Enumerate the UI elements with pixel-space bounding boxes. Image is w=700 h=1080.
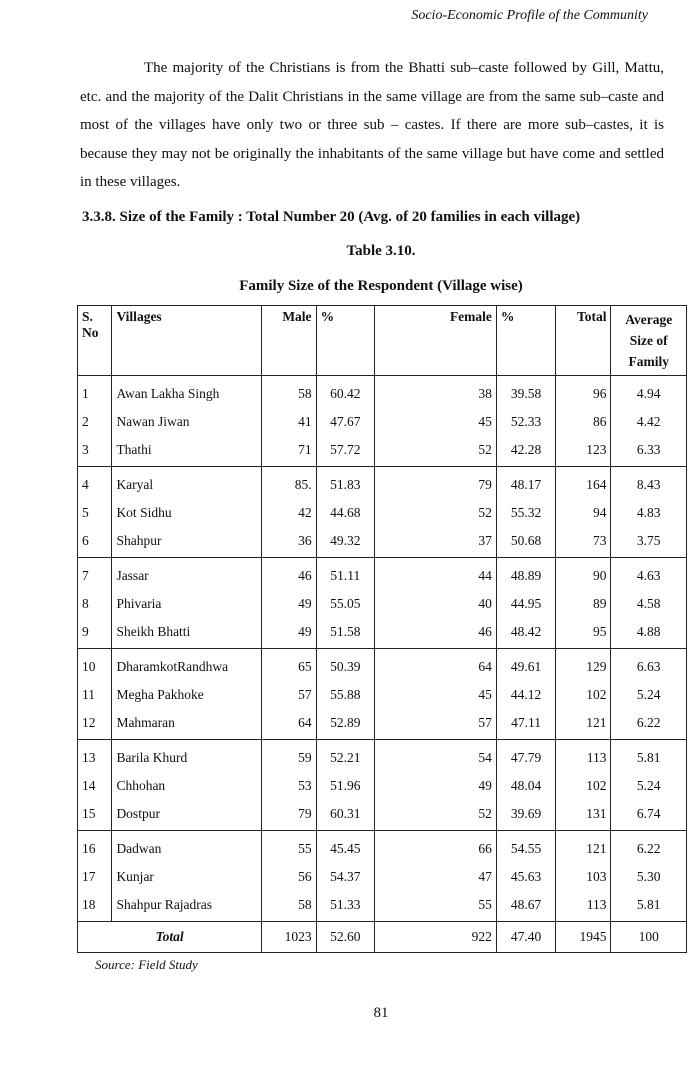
table-row <box>78 863 687 891</box>
cell-male-percent: 44.68 <box>316 499 375 527</box>
cell-sno: 15 <box>78 800 112 831</box>
total-average: 100 <box>611 922 687 953</box>
cell-female-percent: 52.33 <box>496 408 555 436</box>
table-title: Family Size of the Respondent (Village wise) <box>239 278 523 294</box>
cell-sno: 8 <box>78 590 112 618</box>
section-heading: 3.3.8. Size of the Family : Total Number 20 (Avg. of 20 families in each village) <box>82 209 581 225</box>
cell-total: 121 <box>556 709 611 740</box>
cell-total: 102 <box>556 681 611 709</box>
cell-average: 4.63 <box>611 558 687 591</box>
table-row <box>78 709 687 740</box>
cell-total: 94 <box>556 499 611 527</box>
cell-female-percent: 49.61 <box>496 649 555 682</box>
cell-male-percent: 52.21 <box>316 740 375 773</box>
cell-average: 4.83 <box>611 499 687 527</box>
cell-total: 95 <box>556 618 611 649</box>
table-row <box>78 891 687 922</box>
cell-male-percent: 57.72 <box>316 436 375 467</box>
cell-sno: 5 <box>78 499 112 527</box>
cell-male-percent: 49.32 <box>316 527 375 558</box>
cell-male-percent: 60.42 <box>316 376 375 409</box>
cell-village: Kunjar <box>112 863 262 891</box>
table-row <box>78 499 687 527</box>
cell-female: 64 <box>375 649 497 682</box>
header-male-percent: % <box>316 306 375 376</box>
header-sno-line1: S. <box>82 309 93 324</box>
table-row <box>78 527 687 558</box>
cell-total: 90 <box>556 558 611 591</box>
cell-male: 55 <box>262 831 316 864</box>
cell-female-percent: 54.55 <box>496 831 555 864</box>
cell-male: 46 <box>262 558 316 591</box>
table-row <box>78 590 687 618</box>
cell-village: Megha Pakhoke <box>112 681 262 709</box>
cell-average: 5.24 <box>611 772 687 800</box>
cell-male: 85. <box>262 467 316 500</box>
cell-female: 49 <box>375 772 497 800</box>
cell-village: Dostpur <box>112 800 262 831</box>
cell-female-percent: 39.58 <box>496 376 555 409</box>
total-row <box>78 922 687 953</box>
cell-male-percent: 51.83 <box>316 467 375 500</box>
cell-village: Sheikh Bhatti <box>112 618 262 649</box>
cell-female: 38 <box>375 376 497 409</box>
cell-average: 6.63 <box>611 649 687 682</box>
cell-male-percent: 51.96 <box>316 772 375 800</box>
cell-sno: 11 <box>78 681 112 709</box>
cell-village: Thathi <box>112 436 262 467</box>
cell-village: Phivaria <box>112 590 262 618</box>
cell-village: Shahpur <box>112 527 262 558</box>
cell-female-percent: 48.04 <box>496 772 555 800</box>
header-female: Female <box>375 306 497 376</box>
cell-sno: 17 <box>78 863 112 891</box>
cell-male-percent: 47.67 <box>316 408 375 436</box>
cell-male-percent: 55.88 <box>316 681 375 709</box>
row-group-6 <box>78 831 687 922</box>
cell-female-percent: 47.11 <box>496 709 555 740</box>
table-header <box>78 306 687 376</box>
cell-male-percent: 54.37 <box>316 863 375 891</box>
cell-village: DharamkotRandhwa <box>112 649 262 682</box>
cell-sno: 6 <box>78 527 112 558</box>
cell-female-percent: 48.67 <box>496 891 555 922</box>
cell-average: 6.74 <box>611 800 687 831</box>
page-number: 81 <box>373 1005 389 1021</box>
total-male: 1023 <box>262 922 316 953</box>
cell-male: 49 <box>262 590 316 618</box>
header-male: Male <box>262 306 316 376</box>
table-row <box>78 618 687 649</box>
cell-total: 102 <box>556 772 611 800</box>
table-number: Table 3.10. <box>346 243 416 259</box>
cell-total: 96 <box>556 376 611 409</box>
cell-male: 56 <box>262 863 316 891</box>
row-group-1 <box>78 376 687 467</box>
cell-average: 8.43 <box>611 467 687 500</box>
cell-sno: 10 <box>78 649 112 682</box>
cell-total: 121 <box>556 831 611 864</box>
cell-sno: 4 <box>78 467 112 500</box>
cell-sno: 2 <box>78 408 112 436</box>
cell-female-percent: 45.63 <box>496 863 555 891</box>
cell-village: Kot Sidhu <box>112 499 262 527</box>
total-female-percent: 47.40 <box>496 922 555 953</box>
cell-male: 71 <box>262 436 316 467</box>
cell-female-percent: 55.32 <box>496 499 555 527</box>
header-sno-line2: No <box>82 325 99 340</box>
cell-sno: 18 <box>78 891 112 922</box>
cell-male: 42 <box>262 499 316 527</box>
cell-male-percent: 51.11 <box>316 558 375 591</box>
cell-male-percent: 60.31 <box>316 800 375 831</box>
cell-total: 86 <box>556 408 611 436</box>
cell-female: 55 <box>375 891 497 922</box>
table-row <box>78 436 687 467</box>
cell-female: 46 <box>375 618 497 649</box>
cell-total: 131 <box>556 800 611 831</box>
cell-male: 36 <box>262 527 316 558</box>
cell-sno: 9 <box>78 618 112 649</box>
cell-female: 66 <box>375 831 497 864</box>
cell-total: 113 <box>556 740 611 773</box>
total-group <box>78 922 687 953</box>
table-row <box>78 800 687 831</box>
cell-average: 6.22 <box>611 709 687 740</box>
cell-male-percent: 52.89 <box>316 709 375 740</box>
cell-male: 59 <box>262 740 316 773</box>
header-row <box>78 306 687 376</box>
table-row <box>78 772 687 800</box>
source-note: Source: Field Study <box>95 957 198 972</box>
table-row <box>78 408 687 436</box>
cell-total: 103 <box>556 863 611 891</box>
cell-male: 64 <box>262 709 316 740</box>
cell-female-percent: 48.89 <box>496 558 555 591</box>
row-group-3 <box>78 558 687 649</box>
cell-male-percent: 50.39 <box>316 649 375 682</box>
cell-male: 41 <box>262 408 316 436</box>
cell-average: 5.24 <box>611 681 687 709</box>
row-group-4 <box>78 649 687 740</box>
table-row <box>78 376 687 409</box>
cell-average: 4.94 <box>611 376 687 409</box>
cell-female-percent: 39.69 <box>496 800 555 831</box>
header-villages: Villages <box>112 306 262 376</box>
cell-male-percent: 51.33 <box>316 891 375 922</box>
cell-total: 113 <box>556 891 611 922</box>
cell-average: 3.75 <box>611 527 687 558</box>
cell-female: 57 <box>375 709 497 740</box>
header-total: Total <box>556 306 611 376</box>
table-row <box>78 558 687 591</box>
cell-average: 6.33 <box>611 436 687 467</box>
header-average <box>611 306 687 376</box>
cell-village: Mahmaran <box>112 709 262 740</box>
cell-female-percent: 44.95 <box>496 590 555 618</box>
cell-village: Shahpur Rajadras <box>112 891 262 922</box>
cell-female: 52 <box>375 436 497 467</box>
cell-sno: 16 <box>78 831 112 864</box>
cell-average: 4.88 <box>611 618 687 649</box>
table-row <box>78 649 687 682</box>
total-female: 922 <box>375 922 497 953</box>
cell-male: 49 <box>262 618 316 649</box>
cell-female: 47 <box>375 863 497 891</box>
header-avg-line1: Average <box>625 312 673 327</box>
header-female-percent: % <box>496 306 555 376</box>
cell-sno: 13 <box>78 740 112 773</box>
cell-average: 5.81 <box>611 740 687 773</box>
cell-female-percent: 48.42 <box>496 618 555 649</box>
cell-male: 58 <box>262 891 316 922</box>
table-row <box>78 681 687 709</box>
cell-total: 164 <box>556 467 611 500</box>
cell-female-percent: 44.12 <box>496 681 555 709</box>
cell-village: Chhohan <box>112 772 262 800</box>
cell-sno: 14 <box>78 772 112 800</box>
table-row <box>78 831 687 864</box>
cell-average: 5.30 <box>611 863 687 891</box>
cell-male-percent: 55.05 <box>316 590 375 618</box>
cell-male: 58 <box>262 376 316 409</box>
cell-total: 89 <box>556 590 611 618</box>
cell-total: 123 <box>556 436 611 467</box>
cell-female: 37 <box>375 527 497 558</box>
cell-village: Barila Khurd <box>112 740 262 773</box>
family-size-table <box>77 305 687 953</box>
total-total: 1945 <box>556 922 611 953</box>
header-sno <box>78 306 112 376</box>
cell-village: Dadwan <box>112 831 262 864</box>
cell-male: 65 <box>262 649 316 682</box>
cell-female: 40 <box>375 590 497 618</box>
cell-average: 4.42 <box>611 408 687 436</box>
cell-village: Awan Lakha Singh <box>112 376 262 409</box>
cell-female: 52 <box>375 800 497 831</box>
cell-male-percent: 45.45 <box>316 831 375 864</box>
running-head: Socio-Economic Profile of the Community <box>411 8 648 23</box>
cell-female: 45 <box>375 681 497 709</box>
body-paragraph: The majority of the Christians is from the Bhatti sub–caste followed by Gill, Mattu, etc. and the majority of the Dalit Christians in the same village are from the same sub–caste and most of the villages have only two or three sub – castes. If there are more sub–castes, it is because they may not be originally the inhabitants of the same village but have come and settled in these villages. <box>80 60 664 190</box>
cell-male: 79 <box>262 800 316 831</box>
cell-female: 44 <box>375 558 497 591</box>
table-row <box>78 740 687 773</box>
cell-female-percent: 48.17 <box>496 467 555 500</box>
cell-female: 52 <box>375 499 497 527</box>
cell-female-percent: 50.68 <box>496 527 555 558</box>
row-group-5 <box>78 740 687 831</box>
cell-total: 73 <box>556 527 611 558</box>
cell-female-percent: 47.79 <box>496 740 555 773</box>
header-avg-line3: Family <box>628 354 669 369</box>
cell-sno: 7 <box>78 558 112 591</box>
cell-female: 79 <box>375 467 497 500</box>
row-group-2 <box>78 467 687 558</box>
cell-sno: 3 <box>78 436 112 467</box>
cell-average: 6.22 <box>611 831 687 864</box>
cell-male: 57 <box>262 681 316 709</box>
cell-total: 129 <box>556 649 611 682</box>
cell-male-percent: 51.58 <box>316 618 375 649</box>
cell-male: 53 <box>262 772 316 800</box>
table-row <box>78 467 687 500</box>
total-male-percent: 52.60 <box>316 922 375 953</box>
cell-village: Nawan Jiwan <box>112 408 262 436</box>
total-label: Total <box>78 922 262 953</box>
cell-female: 54 <box>375 740 497 773</box>
header-avg-line2: Size of <box>629 333 668 348</box>
cell-sno: 12 <box>78 709 112 740</box>
cell-village: Jassar <box>112 558 262 591</box>
cell-average: 4.58 <box>611 590 687 618</box>
cell-village: Karyal <box>112 467 262 500</box>
cell-female-percent: 42.28 <box>496 436 555 467</box>
cell-sno: 1 <box>78 376 112 409</box>
cell-female: 45 <box>375 408 497 436</box>
cell-average: 5.81 <box>611 891 687 922</box>
